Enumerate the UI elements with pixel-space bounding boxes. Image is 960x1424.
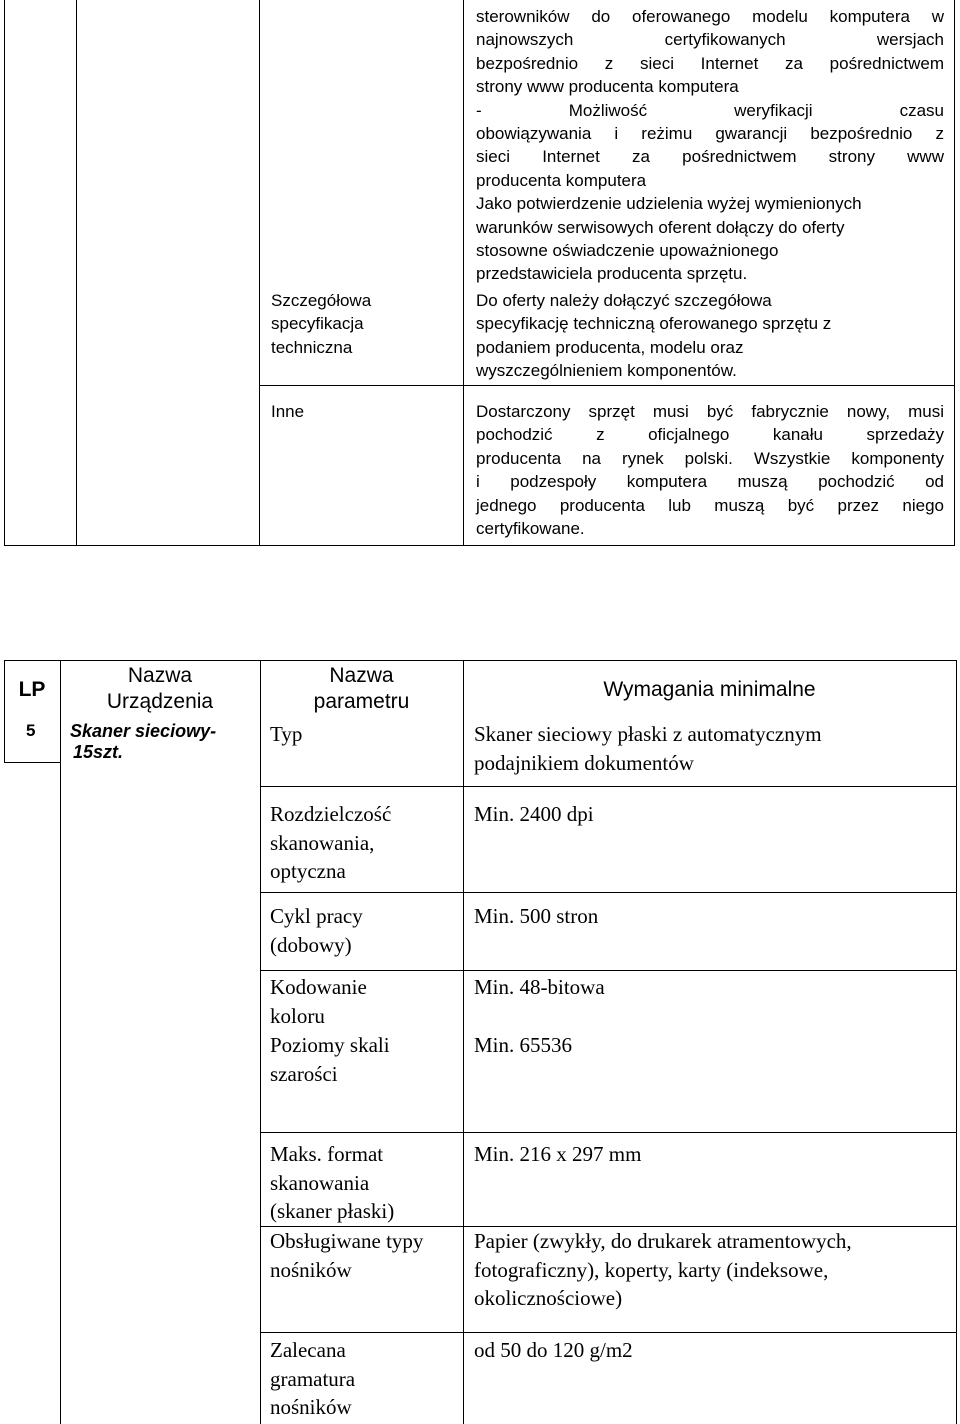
text-line: skanowania, — [270, 830, 375, 855]
text-line: Rozdzielczość — [270, 802, 392, 826]
param-value-media-weight — [474, 1336, 952, 1365]
text-line: producenta komputera — [476, 170, 647, 190]
col-divider — [463, 660, 464, 1424]
col-divider — [463, 0, 464, 545]
text-line: obowiązywania i reżimu gwarancji bezpośrednio z — [476, 124, 944, 144]
other-label: Inne — [271, 402, 305, 421]
text-line: strony www producenta komputera — [476, 77, 739, 97]
text-line: Skaner sieciowy- — [70, 721, 217, 741]
param-name-max-format — [270, 1140, 460, 1226]
text-line: stosowne oświadczenie upoważnionego — [476, 241, 779, 261]
text-line: fotograficzny), koperty, karty (indeksowe, — [474, 1257, 829, 1282]
text-line: specyfikacja — [271, 314, 364, 334]
param-name-grayscale — [270, 1031, 460, 1088]
text-line: podajnikiem dokumentów — [474, 750, 694, 775]
table-border-top — [4, 660, 957, 661]
row-divider — [4, 762, 60, 763]
other-value — [476, 400, 944, 540]
text-line: skanowania — [270, 1170, 370, 1195]
text-line: Zalecana — [270, 1338, 346, 1362]
text-line: (skaner płaski) — [270, 1199, 395, 1223]
row-divider — [260, 1132, 956, 1133]
header-requirements: Wymagania minimalne — [603, 678, 816, 701]
text-line: Min. 216 x 297 mm — [474, 1142, 642, 1166]
param-value-duty-cycle — [474, 902, 952, 931]
text-line: Maks. format — [270, 1142, 384, 1166]
param-value-media-types — [474, 1227, 952, 1313]
header-param-name — [260, 663, 463, 715]
text-line: koloru — [270, 1003, 325, 1028]
text-line: nośników — [270, 1257, 352, 1282]
spec-label — [271, 289, 456, 359]
param-value-resolution — [474, 800, 952, 829]
param-name-media-types — [270, 1227, 460, 1284]
text-line: certyfikowane. — [476, 519, 585, 539]
text-line: Min. 500 stron — [474, 904, 599, 928]
text-line: okolicznościowe) — [474, 1286, 623, 1310]
param-value-color-depth — [474, 973, 952, 1002]
text-line: Kodowanie — [270, 975, 367, 999]
table-border-right — [956, 660, 957, 1424]
param-value-max-format — [474, 1140, 952, 1169]
item-number: 5 — [26, 721, 36, 740]
text-line: producenta na rynek polski. Wszystkie komponenty — [476, 448, 944, 468]
text-line: wyszczególnieniem komponentów. — [476, 361, 737, 381]
param-name-type — [270, 720, 460, 749]
text-line: Obsługiwane typy — [270, 1229, 424, 1253]
col-divider — [259, 0, 260, 545]
text-line: specyfikację techniczną oferowanego sprzętu z — [476, 314, 832, 334]
text-line: Szczegółowa — [271, 291, 372, 310]
text-line: optyczna — [270, 859, 346, 883]
text-line: Cykl pracy — [270, 904, 363, 928]
header-device-name — [60, 663, 260, 715]
text-line: warunków serwisowych oferent dołączy do oferty — [476, 217, 845, 237]
row-divider — [260, 970, 956, 971]
param-name-resolution — [270, 800, 460, 886]
text-line: Jako potwierdzenie udzielenia wyżej wymienionych — [476, 194, 862, 214]
param-name-duty-cycle — [270, 902, 460, 959]
row-divider — [260, 892, 956, 893]
text-line: 15szt. — [73, 742, 124, 762]
header-lp: LP — [18, 678, 46, 701]
row-divider — [260, 1332, 956, 1333]
text-line: i podzespoły komputera muszą pochodzić od — [476, 472, 944, 492]
text-line: szarości — [270, 1061, 338, 1086]
text-line: Nazwa — [127, 664, 193, 687]
warranty-continued-text — [476, 5, 944, 286]
text-line: (dobowy) — [270, 932, 352, 957]
text-line: Skaner sieciowy płaski z automatycznym — [474, 722, 822, 746]
col-divider — [60, 660, 61, 1424]
text-line: sieci Internet za pośrednictwem strony www — [476, 147, 944, 167]
scanner-spec-table — [4, 660, 957, 1424]
text-line: podaniem producenta, modelu oraz — [476, 337, 744, 357]
text-line: nośników — [270, 1395, 352, 1419]
param-name-media-weight — [270, 1336, 460, 1422]
text-line: parametru — [313, 690, 410, 713]
col-divider — [76, 0, 77, 545]
text-line: Papier (zwykły, do drukarek atramentowych, — [474, 1229, 852, 1253]
text-line: Dostarczony sprzęt musi być fabrycznie nowy, musi — [476, 402, 944, 421]
text-line: sterowników do oferowanego modelu komputera w — [476, 7, 944, 26]
text-line: od 50 do 120 g/m2 — [474, 1338, 633, 1362]
text-line: jednego producenta lub muszą być przez niego — [476, 495, 944, 515]
text-line: przedstawiciela producenta sprzętu. — [476, 264, 748, 284]
text-line: Typ — [270, 722, 303, 746]
text-line: Min. 65536 — [474, 1033, 573, 1057]
text-line: Poziomy skali — [270, 1033, 390, 1057]
spec-value — [476, 289, 944, 383]
table-border-left — [4, 660, 5, 762]
text-line: Nazwa — [329, 664, 394, 687]
row-divider — [260, 786, 956, 787]
text-line: bezpośrednio z sieci Internet za pośrednictwem — [476, 53, 944, 73]
param-name-color-depth — [270, 973, 460, 1030]
param-value-grayscale — [474, 1031, 952, 1060]
col-divider — [260, 660, 261, 1424]
spec-table-continued — [4, 0, 955, 546]
text-line: Urządzenia — [106, 690, 214, 713]
text-line: najnowszych certyfikowanych wersjach — [476, 30, 944, 50]
text-line: - Możliwość weryfikacji czasu — [476, 100, 944, 120]
item-name — [70, 721, 256, 763]
text-line: Min. 2400 dpi — [474, 802, 594, 826]
text-line: pochodzić z oficjalnego kanału sprzedaży — [476, 425, 944, 445]
text-line: Do oferty należy dołączyć szczegółowa — [476, 291, 772, 310]
text-line: techniczna — [271, 337, 353, 357]
text-line: gramatura — [270, 1366, 356, 1391]
row-divider — [259, 385, 955, 386]
text-line: Min. 48-bitowa — [474, 975, 605, 999]
param-value-type — [474, 720, 952, 777]
